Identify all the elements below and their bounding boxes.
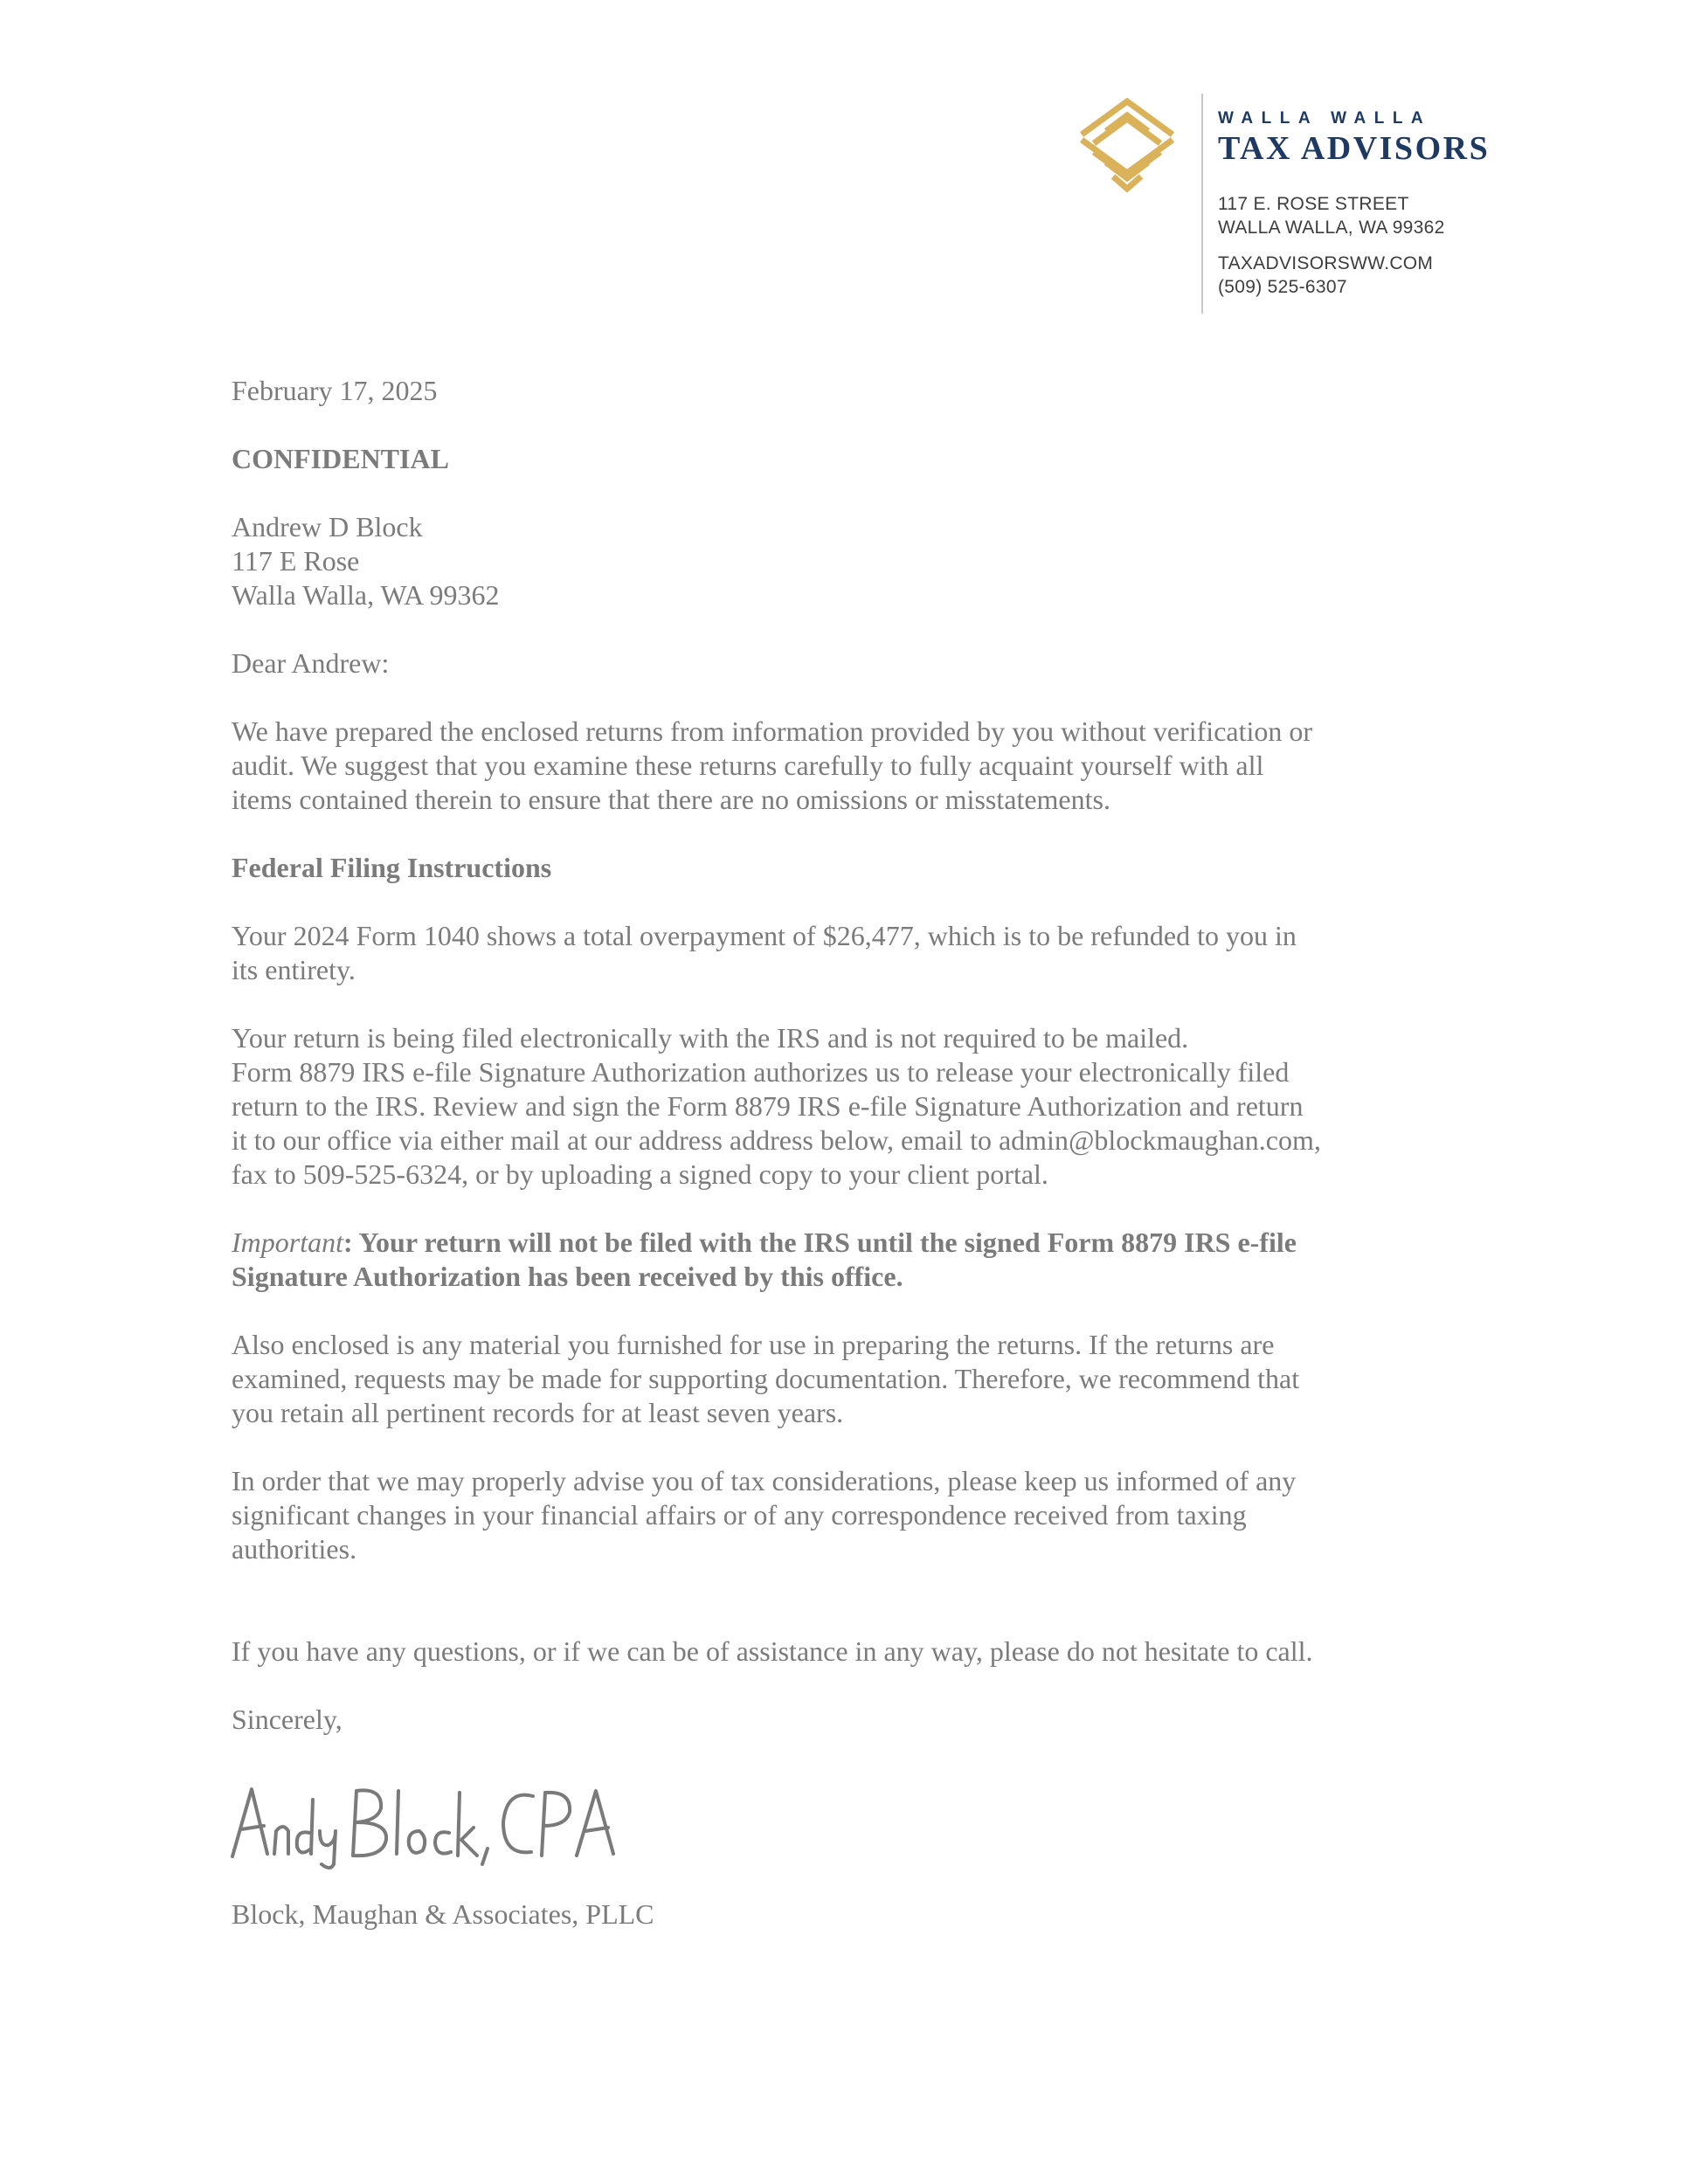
- firm-phone: (509) 525-6307: [1218, 277, 1347, 297]
- efile-paragraph: [232, 1021, 1455, 1192]
- intro-line: audit. We suggest that you examine these returns carefully to fully acquaint yourself with all: [232, 750, 1264, 781]
- advise-line: In order that we may properly advise you of tax considerations, please keep us informed of any: [232, 1465, 1297, 1496]
- recipient-address-block: [232, 510, 1455, 612]
- intro-line: items contained therein to ensure that there are no omissions or misstatements.: [232, 784, 1110, 815]
- refund-paragraph: [232, 919, 1455, 987]
- federal-filing-heading: Federal Filing Instructions: [232, 852, 552, 883]
- closing-line: If you have any questions, or if we can be of assistance in any way, please do not hesitate to call.: [232, 1635, 1313, 1667]
- letter-body: [232, 374, 1455, 1771]
- firm-website: TAXADVISORSWW.COM: [1218, 253, 1434, 273]
- efile-line: it to our office via either mail at our address address below, email to admin@blockmaughan.com,: [232, 1124, 1321, 1156]
- firm-logo-icon: [1075, 98, 1180, 194]
- important-notice: [232, 1226, 1455, 1294]
- advise-line: significant changes in your financial affairs or of any correspondence received from taxing: [232, 1499, 1247, 1531]
- advise-paragraph: [232, 1464, 1455, 1566]
- efile-line: return to the IRS. Review and sign the Form 8879 IRS e-file Signature Authorization and return: [232, 1090, 1304, 1122]
- important-line: : Your return will not be filed with the IRS until the signed Form 8879 IRS e-file: [343, 1227, 1297, 1258]
- firm-address-line2: WALLA WALLA, WA 99362: [1218, 218, 1445, 238]
- refund-line: its entirety.: [232, 954, 356, 985]
- advise-line: authorities.: [232, 1533, 357, 1565]
- intro-line: We have prepared the enclosed returns from information provided by you without verification or: [232, 715, 1313, 747]
- important-label: Important: [232, 1227, 343, 1258]
- efile-line: Your return is being filed electronically with the IRS and is not required to be mailed.: [232, 1022, 1189, 1054]
- valediction: Sincerely,: [232, 1704, 342, 1735]
- materials-line: you retain all pertinent records for at least seven years.: [232, 1397, 844, 1428]
- firm-name-top: WALLA WALLA: [1218, 109, 1432, 128]
- handwritten-signature: [225, 1773, 627, 1870]
- recipient-name: Andrew D Block: [232, 511, 423, 543]
- letterhead: [1066, 92, 1590, 319]
- materials-line: Also enclosed is any material you furnished for use in preparing the returns. If the returns are: [232, 1329, 1275, 1360]
- signatory-firm: Block, Maughan & Associates, PLLC: [232, 1898, 654, 1930]
- firm-name-main: TAX ADVISORS: [1218, 130, 1491, 167]
- letterhead-divider: [1201, 93, 1203, 314]
- recipient-city: Walla Walla, WA 99362: [232, 579, 500, 611]
- recipient-street: 117 E Rose: [232, 545, 360, 577]
- refund-line: Your 2024 Form 1040 shows a total overpayment of $26,477, which is to be refunded to you in: [232, 920, 1297, 951]
- confidential-label: CONFIDENTIAL: [232, 443, 449, 474]
- salutation: Dear Andrew:: [232, 647, 390, 679]
- materials-line: examined, requests may be made for supporting documentation. Therefore, we recommend that: [232, 1363, 1300, 1394]
- letter-date: February 17, 2025: [232, 375, 438, 406]
- efile-line: fax to 509-525-6324, or by uploading a signed copy to your client portal.: [232, 1158, 1048, 1190]
- materials-paragraph: [232, 1328, 1455, 1430]
- intro-paragraph: [232, 715, 1455, 817]
- firm-address-line1: 117 E. ROSE STREET: [1218, 194, 1409, 214]
- efile-line: Form 8879 IRS e-file Signature Authorization authorizes us to release your electronically filed: [232, 1056, 1290, 1088]
- important-line: Signature Authorization has been received by this office.: [232, 1261, 903, 1292]
